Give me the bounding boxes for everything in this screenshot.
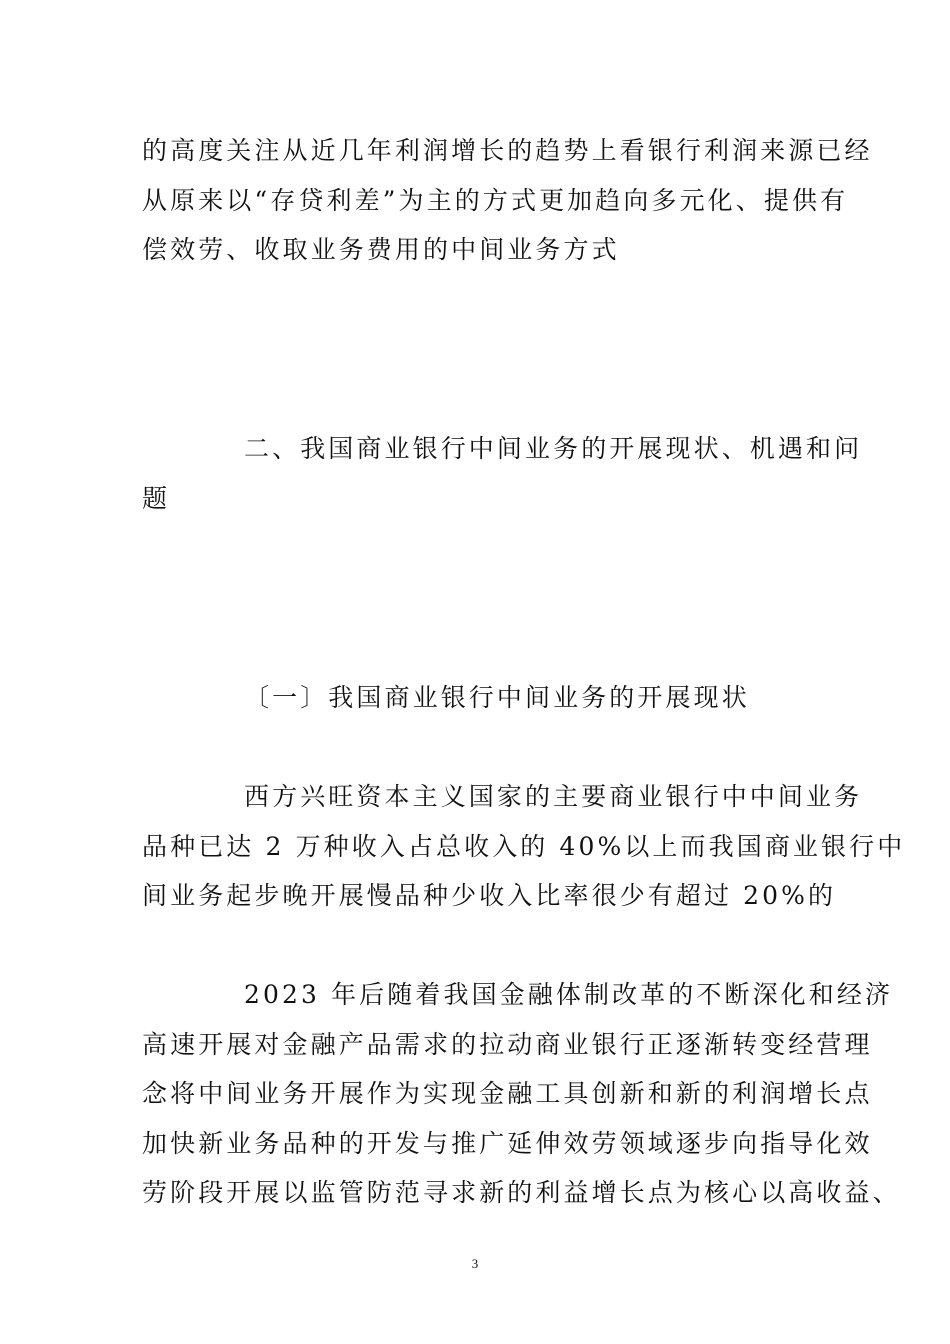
paragraph-line: 2023 年后随着我国金融体制改革的不断深化和经济 bbox=[244, 980, 894, 1009]
page-number: 3 bbox=[471, 1256, 479, 1271]
paragraph-line: 间业务起步晚开展慢品种少收入比率很少有超过 20%的 bbox=[142, 881, 837, 910]
paragraph-line: 的高度关注从近几年利润增长的趋势上看银行利润来源已经 bbox=[142, 136, 873, 165]
subsection-heading: 〔一〕我国商业银行中间业务的开展现状 bbox=[244, 683, 750, 712]
paragraph-line: 从原来以“存贷利差”为主的方式更加趋向多元化、提供有 bbox=[142, 186, 849, 215]
paragraph-line: 西方兴旺资本主义国家的主要商业银行中中间业务 bbox=[244, 782, 863, 811]
paragraph-line: 劳阶段开展以监管防范寻求新的利益增长点为核心以高收益、 bbox=[142, 1178, 901, 1207]
paragraph-line: 偿效劳、收取业务费用的中间业务方式 bbox=[142, 235, 620, 264]
paragraph-line: 品种已达 2 万种收入占总收入的 40%以上而我国商业银行中 bbox=[142, 832, 906, 861]
paragraph-line: 加快新业务品种的开发与推广延伸效劳领域逐步向指导化效 bbox=[142, 1129, 873, 1158]
paragraph-line: 念将中间业务开展作为实现金融工具创新和新的利润增长点 bbox=[142, 1079, 873, 1108]
section-heading-line: 题 bbox=[142, 484, 171, 513]
section-heading-line: 二、我国商业银行中间业务的开展现状、机遇和问 bbox=[244, 434, 863, 463]
paragraph-line: 高速开展对金融产品需求的拉动商业银行正逐渐转变经营理 bbox=[142, 1030, 873, 1059]
